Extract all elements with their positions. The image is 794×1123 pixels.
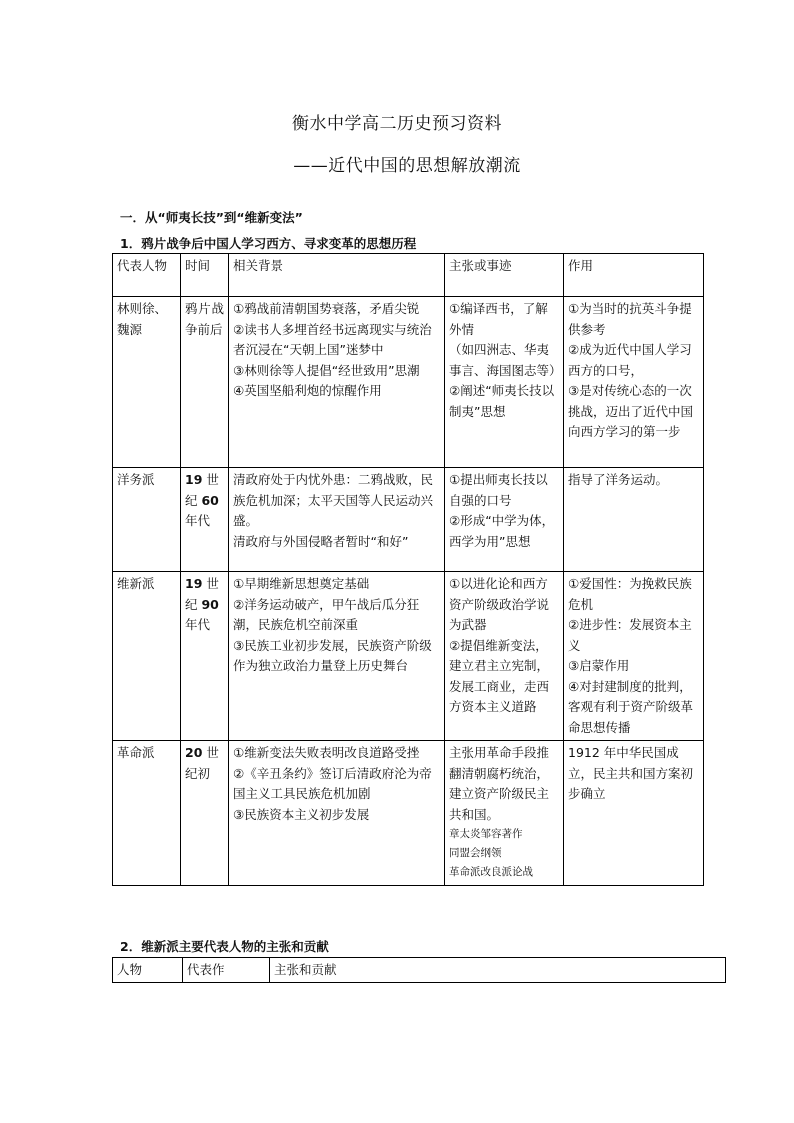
claims-cell <box>445 572 564 741</box>
thought-history-table <box>112 253 704 886</box>
section-heading: 一．从“师夷长技”到“维新变法” <box>120 210 303 225</box>
effect-item: ②进步性：发展资本主义 <box>568 617 692 653</box>
background-item: ①维新变法失败表明改良道路受挫 <box>233 745 420 760</box>
time-cell <box>181 468 229 572</box>
background-item: ②读书人多埋首经书远离现实与统治者沉浸在“天朝上国”迷梦中 <box>233 321 432 357</box>
effect-item: ③启蒙作用 <box>568 658 630 673</box>
page-subtitle: ——近代中国的思想解放潮流 <box>293 156 521 176</box>
claim-note: 同盟会纲领 <box>449 847 502 859</box>
time-number: 90 <box>201 596 219 612</box>
header-cell: 时间 <box>181 254 229 297</box>
claims-cell <box>445 741 564 886</box>
effects-cell <box>564 572 704 741</box>
claim-item: ②提倡维新变法，建立君主立宪制，发展工商业，走西方资本主义道路 <box>449 637 550 714</box>
effect-item: ③是对传统心态的一次挑战，迈出了近代中国向西方学习的第一步 <box>568 383 694 439</box>
effect-item: ②成为近代中国人学习西方的口号， <box>568 342 692 378</box>
background-item: ②《辛丑条约》签订后清政府沦为帝国主义工具民族危机加剧 <box>233 765 432 801</box>
table-row <box>113 741 704 886</box>
effect-item: 1912 年中华民国成立，民主共和国方案初步确立 <box>568 745 694 801</box>
time-text: 世纪 <box>185 472 219 508</box>
claim-note: 革命派改良派论战 <box>449 866 533 878</box>
effect-item: ④对封建制度的批判，客观有利于资产阶级革命思想传播 <box>568 678 694 735</box>
person-cell: 革命派 <box>113 741 181 886</box>
claim-item: （如四洲志、华夷事言、海国图志等） <box>449 342 562 378</box>
effect-item: 指导了洋务运动。 <box>568 472 669 487</box>
subsection-heading-1: 1．鸦片战争后中国人学习西方、寻求变革的思想历程 <box>120 236 417 251</box>
claims-cell <box>445 297 564 468</box>
effects-cell <box>564 468 704 572</box>
background-cell <box>229 297 445 468</box>
person-cell: 林则徐、魏源 <box>113 297 181 468</box>
person-cell: 维新派 <box>113 572 181 741</box>
table-header-row <box>113 254 704 297</box>
background-item: ①早期维新思想奠定基础 <box>233 576 370 591</box>
background-item: ②洋务运动破产，甲午战后瓜分狂潮，民族危机空前深重 <box>233 596 420 632</box>
page-title: 衡水中学高二历史预习资料 <box>292 114 502 134</box>
claim-item: ①编译西书，了解外情 <box>449 301 548 337</box>
background-cell <box>229 741 445 886</box>
background-item: 清政府与外国侵略者暂时“和好” <box>233 533 409 549</box>
background-item: ①鸦战前清朝国势衰落，矛盾尖锐 <box>233 301 420 316</box>
background-cell <box>229 572 445 741</box>
background-item: ③民族工业初步发展，民族资产阶级作为独立政治力量登上历史舞台 <box>233 637 432 673</box>
header-cell: 代表人物 <box>113 254 181 297</box>
effects-cell <box>564 741 704 886</box>
background-item: ③民族资本主义初步发展 <box>233 806 370 822</box>
subsection-heading-2: 2．维新派主要代表人物的主张和贡献 <box>120 939 329 954</box>
time-text: 世纪 <box>185 576 219 612</box>
claim-note: 章太炎邹容著作 <box>449 828 523 840</box>
person-cell: 洋务派 <box>113 468 181 572</box>
header-cell: 人物 <box>113 958 183 983</box>
claim-item: ①以进化论和西方资产阶级政治学说为武器 <box>449 576 550 632</box>
header-cell: 相关背景 <box>229 254 445 297</box>
background-cell <box>229 468 445 572</box>
claim-item: 主张用革命手段推翻清朝腐朽统治，建立资产阶级民主共和国。 <box>449 745 550 822</box>
time-number: 19 <box>185 472 203 487</box>
table-header-row <box>113 958 726 983</box>
claim-item: ②阐述“师夷长技以制夷”思想 <box>449 383 555 419</box>
time-number: 60 <box>201 492 219 508</box>
time-text: 年代 <box>185 617 211 632</box>
background-item: ④英国坚船利炮的惊醒作用 <box>233 383 382 398</box>
claim-item: ②形成“中学为体，西学为用”思想 <box>449 513 555 549</box>
header-cell: 主张和贡献 <box>270 958 726 983</box>
claim-item: ①提出师夷长技以自强的口号 <box>449 472 548 508</box>
table-row <box>113 572 704 741</box>
effect-item: ①为当时的抗英斗争提供参考 <box>568 301 692 337</box>
background-item: ③林则徐等人提倡“经世致用”思潮 <box>233 362 420 378</box>
time-number: 19 <box>185 576 203 591</box>
time-text: 世纪初 <box>185 745 219 781</box>
table-row <box>113 468 704 572</box>
table-row <box>113 297 704 468</box>
reformers-table <box>112 957 726 983</box>
time-text: 年代 <box>185 513 211 528</box>
time-cell <box>181 572 229 741</box>
claims-cell <box>445 468 564 572</box>
effect-item: ①爱国性：为挽救民族危机 <box>568 576 692 612</box>
header-cell: 作用 <box>564 254 704 297</box>
time-cell: 鸦片战争前后 <box>181 297 229 468</box>
time-number: 20 <box>185 745 203 760</box>
background-item: 清政府处于内忧外患：二鸦战败，民族危机加深；太平天国等人民运动兴盛。 <box>233 472 434 528</box>
header-cell: 代表作 <box>183 958 270 983</box>
header-cell: 主张或事迹 <box>445 254 564 297</box>
effects-cell <box>564 297 704 468</box>
time-cell <box>181 741 229 886</box>
